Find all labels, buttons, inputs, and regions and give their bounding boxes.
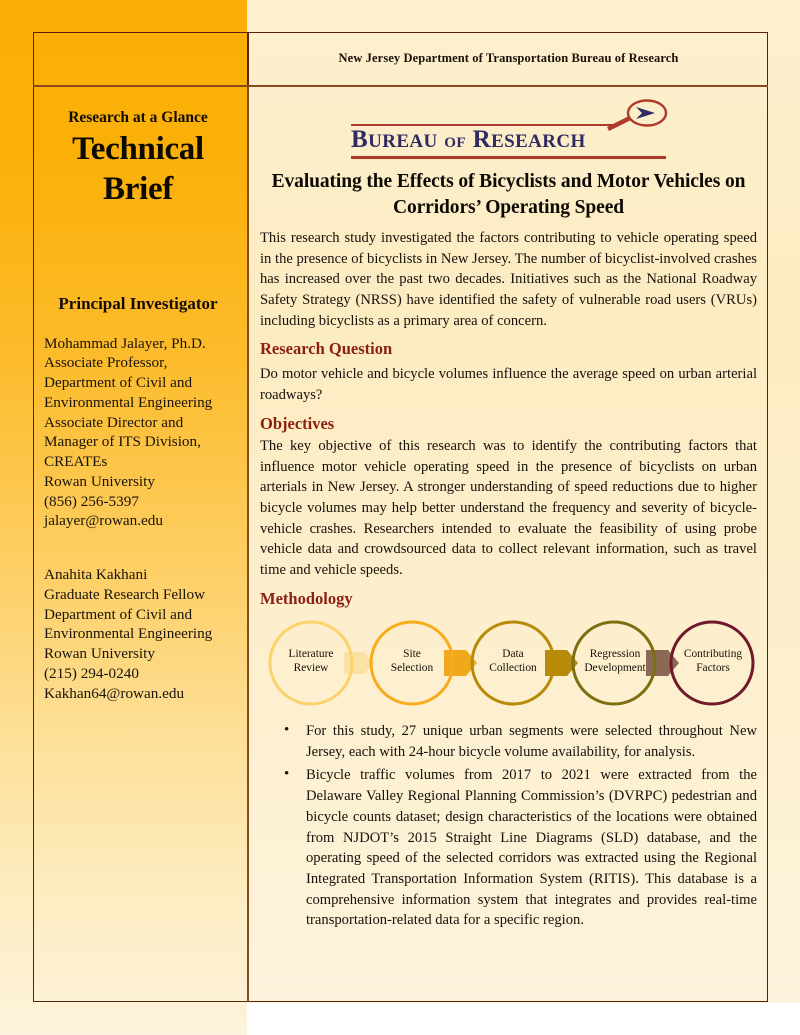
flow-label-line: Collection (489, 661, 537, 674)
sidebar (34, 87, 246, 1001)
investigator-detail: Rowan University (44, 472, 155, 490)
flow-label-3 (470, 648, 556, 676)
sidebar-kicker: Research at a Glance (68, 109, 208, 126)
methodology-flow-diagram (260, 615, 757, 711)
flow-label-line: Factors (696, 661, 730, 674)
flow-label-2 (369, 648, 455, 676)
flow-label-line: Selection (390, 661, 434, 674)
investigator-block-1 (38, 334, 238, 532)
flow-label-4 (568, 648, 662, 676)
research-question-heading: Research Question (260, 339, 393, 359)
content-background-footer (247, 1003, 800, 1035)
investigator-detail: CREATEs (44, 453, 108, 470)
principal-investigator-heading: Principal Investigator (58, 293, 218, 313)
investigator-detail: Department of Civil and (44, 374, 193, 391)
main-content (249, 87, 768, 1002)
investigator-email[interactable]: jalayer@rowan.edu (44, 512, 163, 530)
investigator-name: Mohammad Jalayer, Ph.D. (44, 334, 206, 352)
investigator-detail: Associate Professor, (44, 354, 168, 372)
methodology-heading: Methodology (260, 588, 353, 608)
investigator-name: Anahita Kakhani (44, 566, 148, 583)
investigator-detail: Rowan University (44, 645, 155, 662)
investigator-detail: Environmental Engineering (44, 625, 213, 643)
investigator-detail: Manager of ITS Division, (44, 433, 201, 451)
flow-label-line: Regression (589, 647, 641, 660)
logo-word-ureau: UREAU (368, 131, 438, 152)
flow-label-line: Site (403, 647, 421, 660)
investigator-detail: Associate Director and (44, 413, 184, 431)
flow-label-line: Contributing (683, 647, 743, 660)
investigator-phone: (856) 256-5397 (44, 492, 139, 510)
investigator-detail: Department of Civil and (44, 605, 193, 623)
logo-letter-b: B (351, 126, 369, 153)
flow-label-1 (268, 648, 354, 676)
objectives-heading: Objectives (260, 413, 335, 433)
objectives-text: The key objective of this research was to identify the contributing factors that influence motor vehicle operating speed in the presence of bicyclists on urban arterials in New Jersey. A stronger understanding of speed reductions due to higher bicycle volumes may help better understand the frequency and severity of bicycle-vehicle crashes. Researchers intended to evaluate the feasibility of using probe vehicle data and crowdsourced data to collect relevant information, such as travel time and vehicle speeds. (260, 437, 757, 579)
investigator-block-2 (38, 565, 238, 703)
flow-label-line: Development (584, 661, 646, 674)
list-item: • Bicycle traffic volumes from 2017 to 2021 were extracted from the Delaware Valley Regional Planning Commission’s (DVRPC) pedestrian and bicycle counts dataset; design characteristics of the locations were obtained from NJDOT’s 2015 Straight Line Diagrams (SLD) database, and the operating speed of the selected corridors was extracted using the Regional Integrated Transportation Information System (RITIS). This database is a comprehensive information system that integrates and provides real-time transportation-related data for a specific region. (306, 765, 757, 931)
flow-label-line: Literature (288, 647, 334, 660)
department-header: New Jersey Department of Transportation Bureau of Research (338, 51, 679, 65)
intro-paragraph: This research study investigated the factors contributing to vehicle operating speed in the presence of bicyclists in New Jersey. The number of bicyclist-involved crashes has increased over the past two decades. Initiatives such as the National Roadway Safety Strategy (NRSS) have identified the safety of vulnerable road users (VRUs) including bicyclists as a primary area of concern. (260, 229, 757, 329)
sidebar-title-line-1: Technical (72, 131, 204, 167)
flow-label-line: Data (502, 647, 524, 660)
flow-label-line: Review (293, 661, 329, 674)
flow-label-5 (668, 648, 758, 676)
sidebar-title-line-2: Brief (103, 171, 173, 208)
investigator-detail: Environmental Engineering (44, 393, 213, 411)
investigator-phone: (215) 294-0240 (44, 664, 139, 682)
research-question-text: Do motor vehicle and bicycle volumes influence the average speed on urban arterial roadways? (260, 366, 757, 404)
investigator-detail: Graduate Research Fellow (44, 585, 206, 603)
logo-word-of: OF (444, 135, 466, 151)
magnifier-arrow-icon (606, 99, 668, 133)
bureau-of-research-logo (351, 101, 666, 163)
logo-letter-r: R (472, 126, 492, 153)
logo-rule-bottom (351, 156, 666, 159)
list-item: • For this study, 27 unique urban segments were selected throughout New Jersey, each with 24-hour bicycle volume availability, for analysis. (306, 721, 757, 762)
methodology-bullet-list (260, 721, 757, 931)
page-title: Evaluating the Effects of Bicyclists and Motor Vehicles on Corridors’ Operating Speed (271, 171, 746, 218)
investigator-email[interactable]: Kakhan64@rowan.edu (44, 684, 185, 702)
logo-word-esearch: ESEARCH (491, 131, 586, 152)
